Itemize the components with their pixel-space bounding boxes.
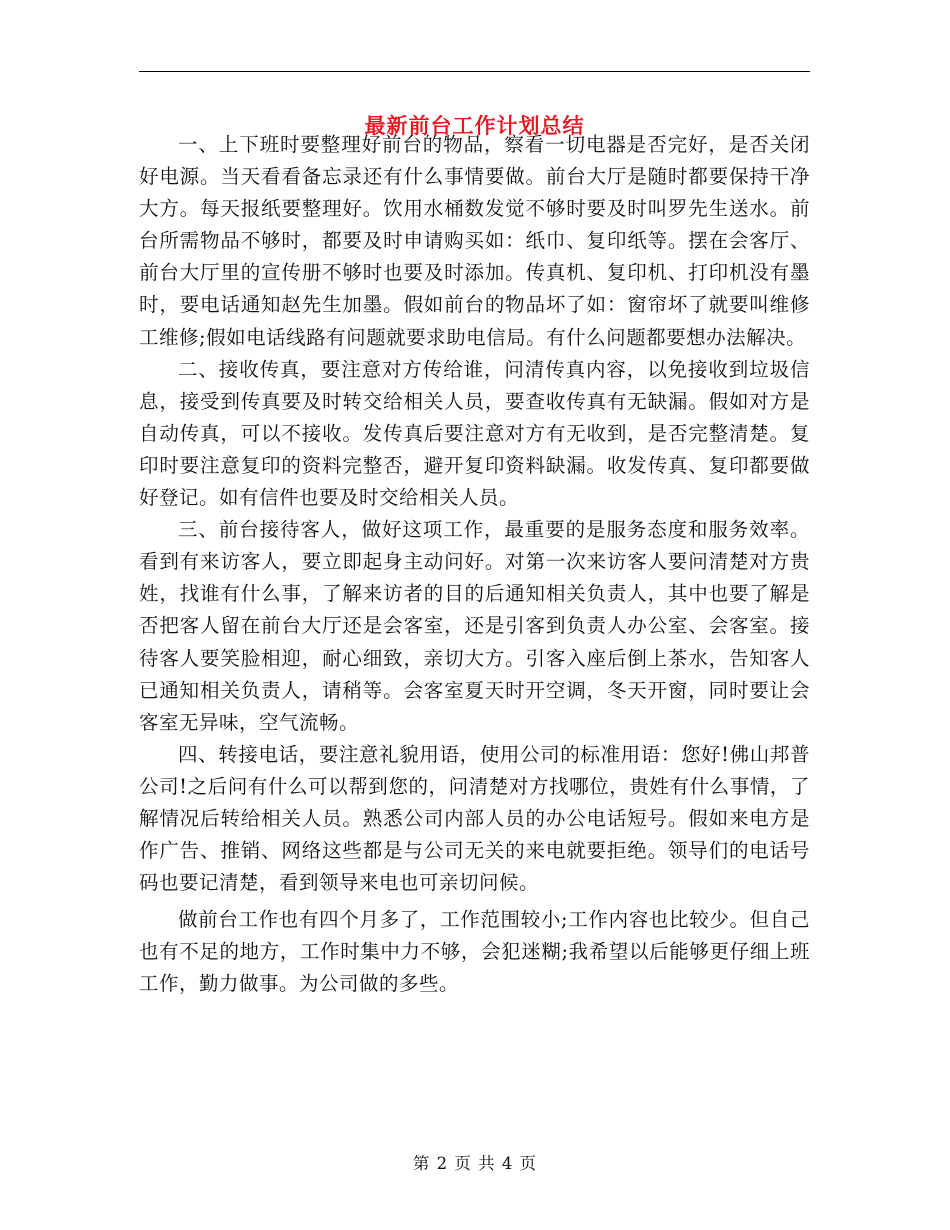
paragraph-4: 四、转接电话，要注意礼貌用语，使用公司的标准用语：您好!佛山邦普公司!之后问有什么可以帮到您的，问清楚对方找哪位，贵姓有什么事情，了解情况后转给相关人员。熟悉公司内部人员的办公电话短号。假如来电方是作广告、推销、网络这些都是与公司无关的来电就要拒绝。领导们的电话号码也要记清楚，看到领导来电也可亲切问候。 (139, 742, 810, 895)
paragraph-3: 三、前台接待客人，做好这项工作，最重要的是服务态度和服务效率。看到有来访客人，要立即起身主动问好。对第一次来访客人要问清楚对方贵姓，找谁有什么事，了解来访者的目的后通知相关负责人，其中也要了解是否把客人留在前台大厅还是会客室，还是引客到负责人办公室、会客室。接待客人要笑脸相迎，耐心细致，亲切大方。引客入座后倒上茶水，告知客人已通知相关负责人，请稍等。会客室夏天时开空调，冬天开窗，同时要让会客室无异味，空气流畅。 (139, 518, 810, 734)
page-number-footer: 第 2 页 共 4 页 (412, 1154, 538, 1173)
paragraph-5: 做前台工作也有四个月多了，工作范围较小;工作内容也比较少。但自己也有不足的地方，工作时集中力不够，会犯迷糊;我希望以后能够更仔细上班工作，勤力做事。为公司做的多些。 (139, 908, 810, 996)
document-title: 最新前台工作计划总结 (364, 114, 585, 138)
document-body (139, 129, 810, 1001)
header-rule (139, 71, 810, 72)
paragraph-2: 二、接收传真，要注意对方传给谁，问清传真内容，以免接收到垃圾信息，接受到传真要及时转交给相关人员，要查收传真有无缺漏。假如对方是自动传真，可以不接收。发传真后要注意对方有无收到，是否完整清楚。复印时要注意复印的资料完整否，避开复印资料缺漏。收发传真、复印都要做好登记。如有信件也要及时交给相关人员。 (139, 357, 810, 510)
paragraph-1: 一、上下班时要整理好前台的物品，察看一切电器是否完好，是否关闭好电源。当天看看备忘录还有什么事情要做。前台大厅是随时都要保持干净大方。每天报纸要整理好。饮用水桶数发觉不够时要及时叫罗先生送水。前台所需物品不够时，都要及时申请购买如：纸巾、复印纸等。摆在会客厅、前台大厅里的宣传册不够时也要及时添加。传真机、复印机、打印机没有墨时，要电话通知赵先生加墨。假如前台的物品坏了如：窗帘坏了就要叫维修工维修;假如电话线路有问题就要求助电信局。有什么问题都要想办法解决。 (139, 133, 810, 349)
